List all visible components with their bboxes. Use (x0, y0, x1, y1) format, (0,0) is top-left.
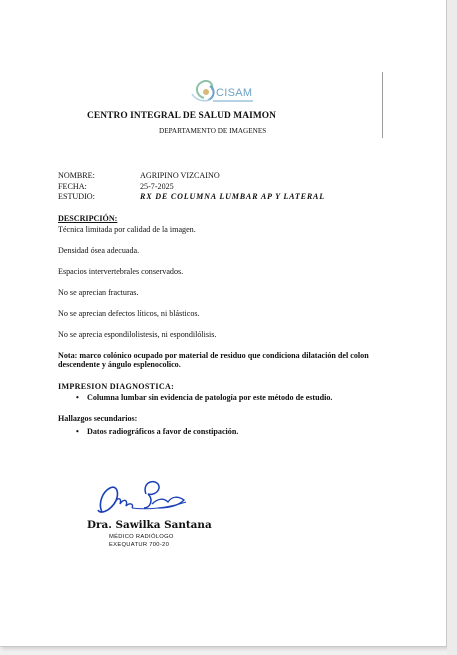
description-line: Espacios intervertebrales conservados. (58, 267, 184, 276)
study-value: RX DE COLUMNA LUMBAR AP Y LATERAL (140, 192, 326, 201)
logo-underline (213, 100, 253, 102)
doctor-exequatur: EXEQUATUR 700-20 (109, 542, 170, 548)
handwritten-signature-icon (88, 474, 190, 520)
department-title: DEPARTAMENTO DE IMAGENES (159, 127, 267, 135)
secondary-heading: Hallazgos secundarios: (58, 414, 138, 423)
secondary-item: Datos radiográficos a favor de constipación. (87, 427, 239, 436)
header-divider (382, 72, 383, 138)
center-title: CENTRO INTEGRAL DE SALUD MAIMON (87, 111, 277, 121)
study-label: ESTUDIO: (58, 192, 95, 201)
description-line: No se aprecia espondilolistesis, ni espondilólisis. (58, 330, 217, 339)
bullet-icon: • (76, 393, 79, 402)
name-label: NOMBRE: (58, 171, 95, 180)
impression-item: Columna lumbar sin evidencia de patología por este método de estudio. (87, 393, 333, 402)
description-line: Densidad ósea adecuada. (58, 246, 140, 255)
description-line: Técnica limitada por calidad de la imagen. (58, 225, 196, 234)
description-line: No se aprecian defectos líticos, ni blásticos. (58, 309, 200, 318)
logo-text: CISAM (216, 87, 253, 99)
bullet-icon: • (76, 427, 79, 436)
description-line: No se aprecian fracturas. (58, 288, 139, 297)
viewer-background (447, 0, 457, 655)
impression-heading: IMPRESION DIAGNOSTICA: (58, 382, 175, 391)
note-text: Nota: marco colónico ocupado por material de residuo que condiciona dilatación del colon descendente y ángulo esplenocolico. (58, 351, 369, 369)
doctor-name: Dra. Sawilka Santana (87, 519, 212, 531)
date-label: FECHA: (58, 182, 87, 191)
description-heading: DESCRIPCIÓN: (58, 214, 118, 223)
doctor-role: MÉDICO RADIÓLOGO (109, 534, 174, 540)
name-value: AGRIPINO VIZCAINO (140, 171, 220, 180)
date-value: 25-7-2025 (140, 182, 174, 191)
